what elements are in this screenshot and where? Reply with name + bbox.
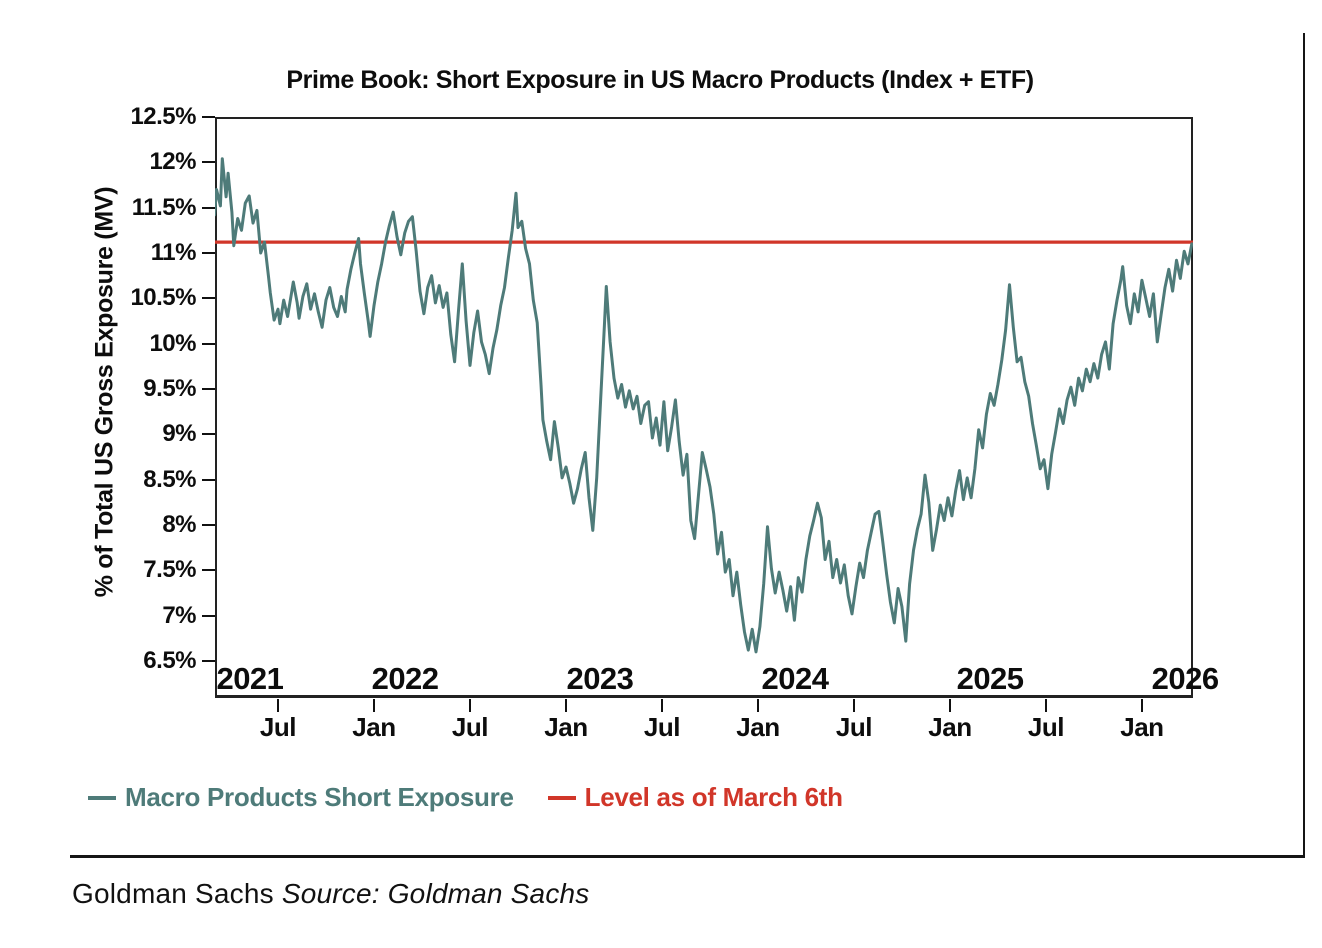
y-axis-tick xyxy=(202,116,215,118)
x-year-label: 2023 xyxy=(566,661,634,696)
y-tick-label: 9% xyxy=(162,420,196,448)
y-tick-label: 12% xyxy=(149,148,196,176)
y-tick-label: 10.5% xyxy=(130,284,196,312)
x-year-label: 2021 xyxy=(216,661,284,696)
x-axis-tick xyxy=(469,699,471,712)
source-text: Source: Goldman Sachs xyxy=(281,878,590,909)
y-axis-tick xyxy=(202,343,215,345)
legend-item-level xyxy=(548,782,843,813)
x-year-label: 2022 xyxy=(371,661,439,696)
y-axis-tick xyxy=(202,207,215,209)
x-axis-tick xyxy=(757,699,759,712)
y-axis-tick xyxy=(202,479,215,481)
x-year-label: 2025 xyxy=(956,661,1024,696)
x-axis-tick xyxy=(1141,699,1143,712)
x-axis-tick xyxy=(1045,699,1047,712)
y-axis-tick xyxy=(202,569,215,571)
chart-title: Prime Book: Short Exposure in US Macro Products (Index + ETF) xyxy=(286,66,1034,94)
macro-short-exposure-series xyxy=(215,159,1192,652)
series-plot xyxy=(215,117,1193,698)
x-tick-label: Jan xyxy=(736,712,780,742)
legend-item-macro xyxy=(88,782,514,813)
x-axis-tick xyxy=(853,699,855,712)
x-axis-tick xyxy=(949,699,951,712)
y-tick-label: 8% xyxy=(162,511,196,538)
source-note xyxy=(72,878,590,910)
x-axis-tick xyxy=(661,699,663,712)
y-tick-label: 11% xyxy=(150,239,196,266)
y-tick-label: 7.5% xyxy=(143,556,196,584)
x-tick-label: Jan xyxy=(928,712,972,742)
y-axis-tick xyxy=(202,524,215,526)
y-axis-title: % of Total US Gross Exposure (MV) xyxy=(90,186,119,598)
y-axis-tick xyxy=(202,615,215,617)
macro-series-swatch-line xyxy=(88,796,116,800)
y-tick-label: 8.5% xyxy=(143,465,196,493)
x-tick-label: Jan xyxy=(352,712,396,742)
x-tick-label: Jul xyxy=(835,712,872,742)
x-axis-tick xyxy=(277,699,279,712)
x-year-label: 2024 xyxy=(761,661,829,696)
y-tick-label: 9.5% xyxy=(143,375,196,402)
x-tick-label: Jul xyxy=(259,712,296,742)
y-tick-label: 7% xyxy=(162,601,196,629)
y-tick-label: 12.5% xyxy=(130,103,196,130)
legend-label-macro: Macro Products Short Exposure xyxy=(125,782,514,812)
y-tick-label: 11.5% xyxy=(131,193,196,221)
y-axis-tick xyxy=(202,388,215,390)
y-tick-label: 6.5% xyxy=(143,647,196,674)
y-axis-tick xyxy=(202,252,215,254)
y-axis-tick xyxy=(202,433,215,435)
x-tick-label: Jul xyxy=(1027,712,1064,742)
x-axis-tick xyxy=(373,699,375,712)
level-line-swatch xyxy=(548,796,576,800)
source-brand: Goldman Sachs xyxy=(72,878,274,909)
x-axis-tick xyxy=(565,699,567,712)
legend-label-level: Level as of March 6th xyxy=(584,782,843,812)
x-tick-label: Jan xyxy=(1120,712,1164,742)
x-tick-label: Jul xyxy=(451,712,488,742)
y-axis-tick xyxy=(202,161,215,163)
legend xyxy=(88,782,843,813)
x-tick-label: Jul xyxy=(643,712,680,742)
y-tick-label: 10% xyxy=(149,329,196,357)
y-axis-tick xyxy=(202,297,215,299)
x-year-label: 2026 xyxy=(1151,661,1219,696)
x-tick-label: Jan xyxy=(544,712,588,742)
